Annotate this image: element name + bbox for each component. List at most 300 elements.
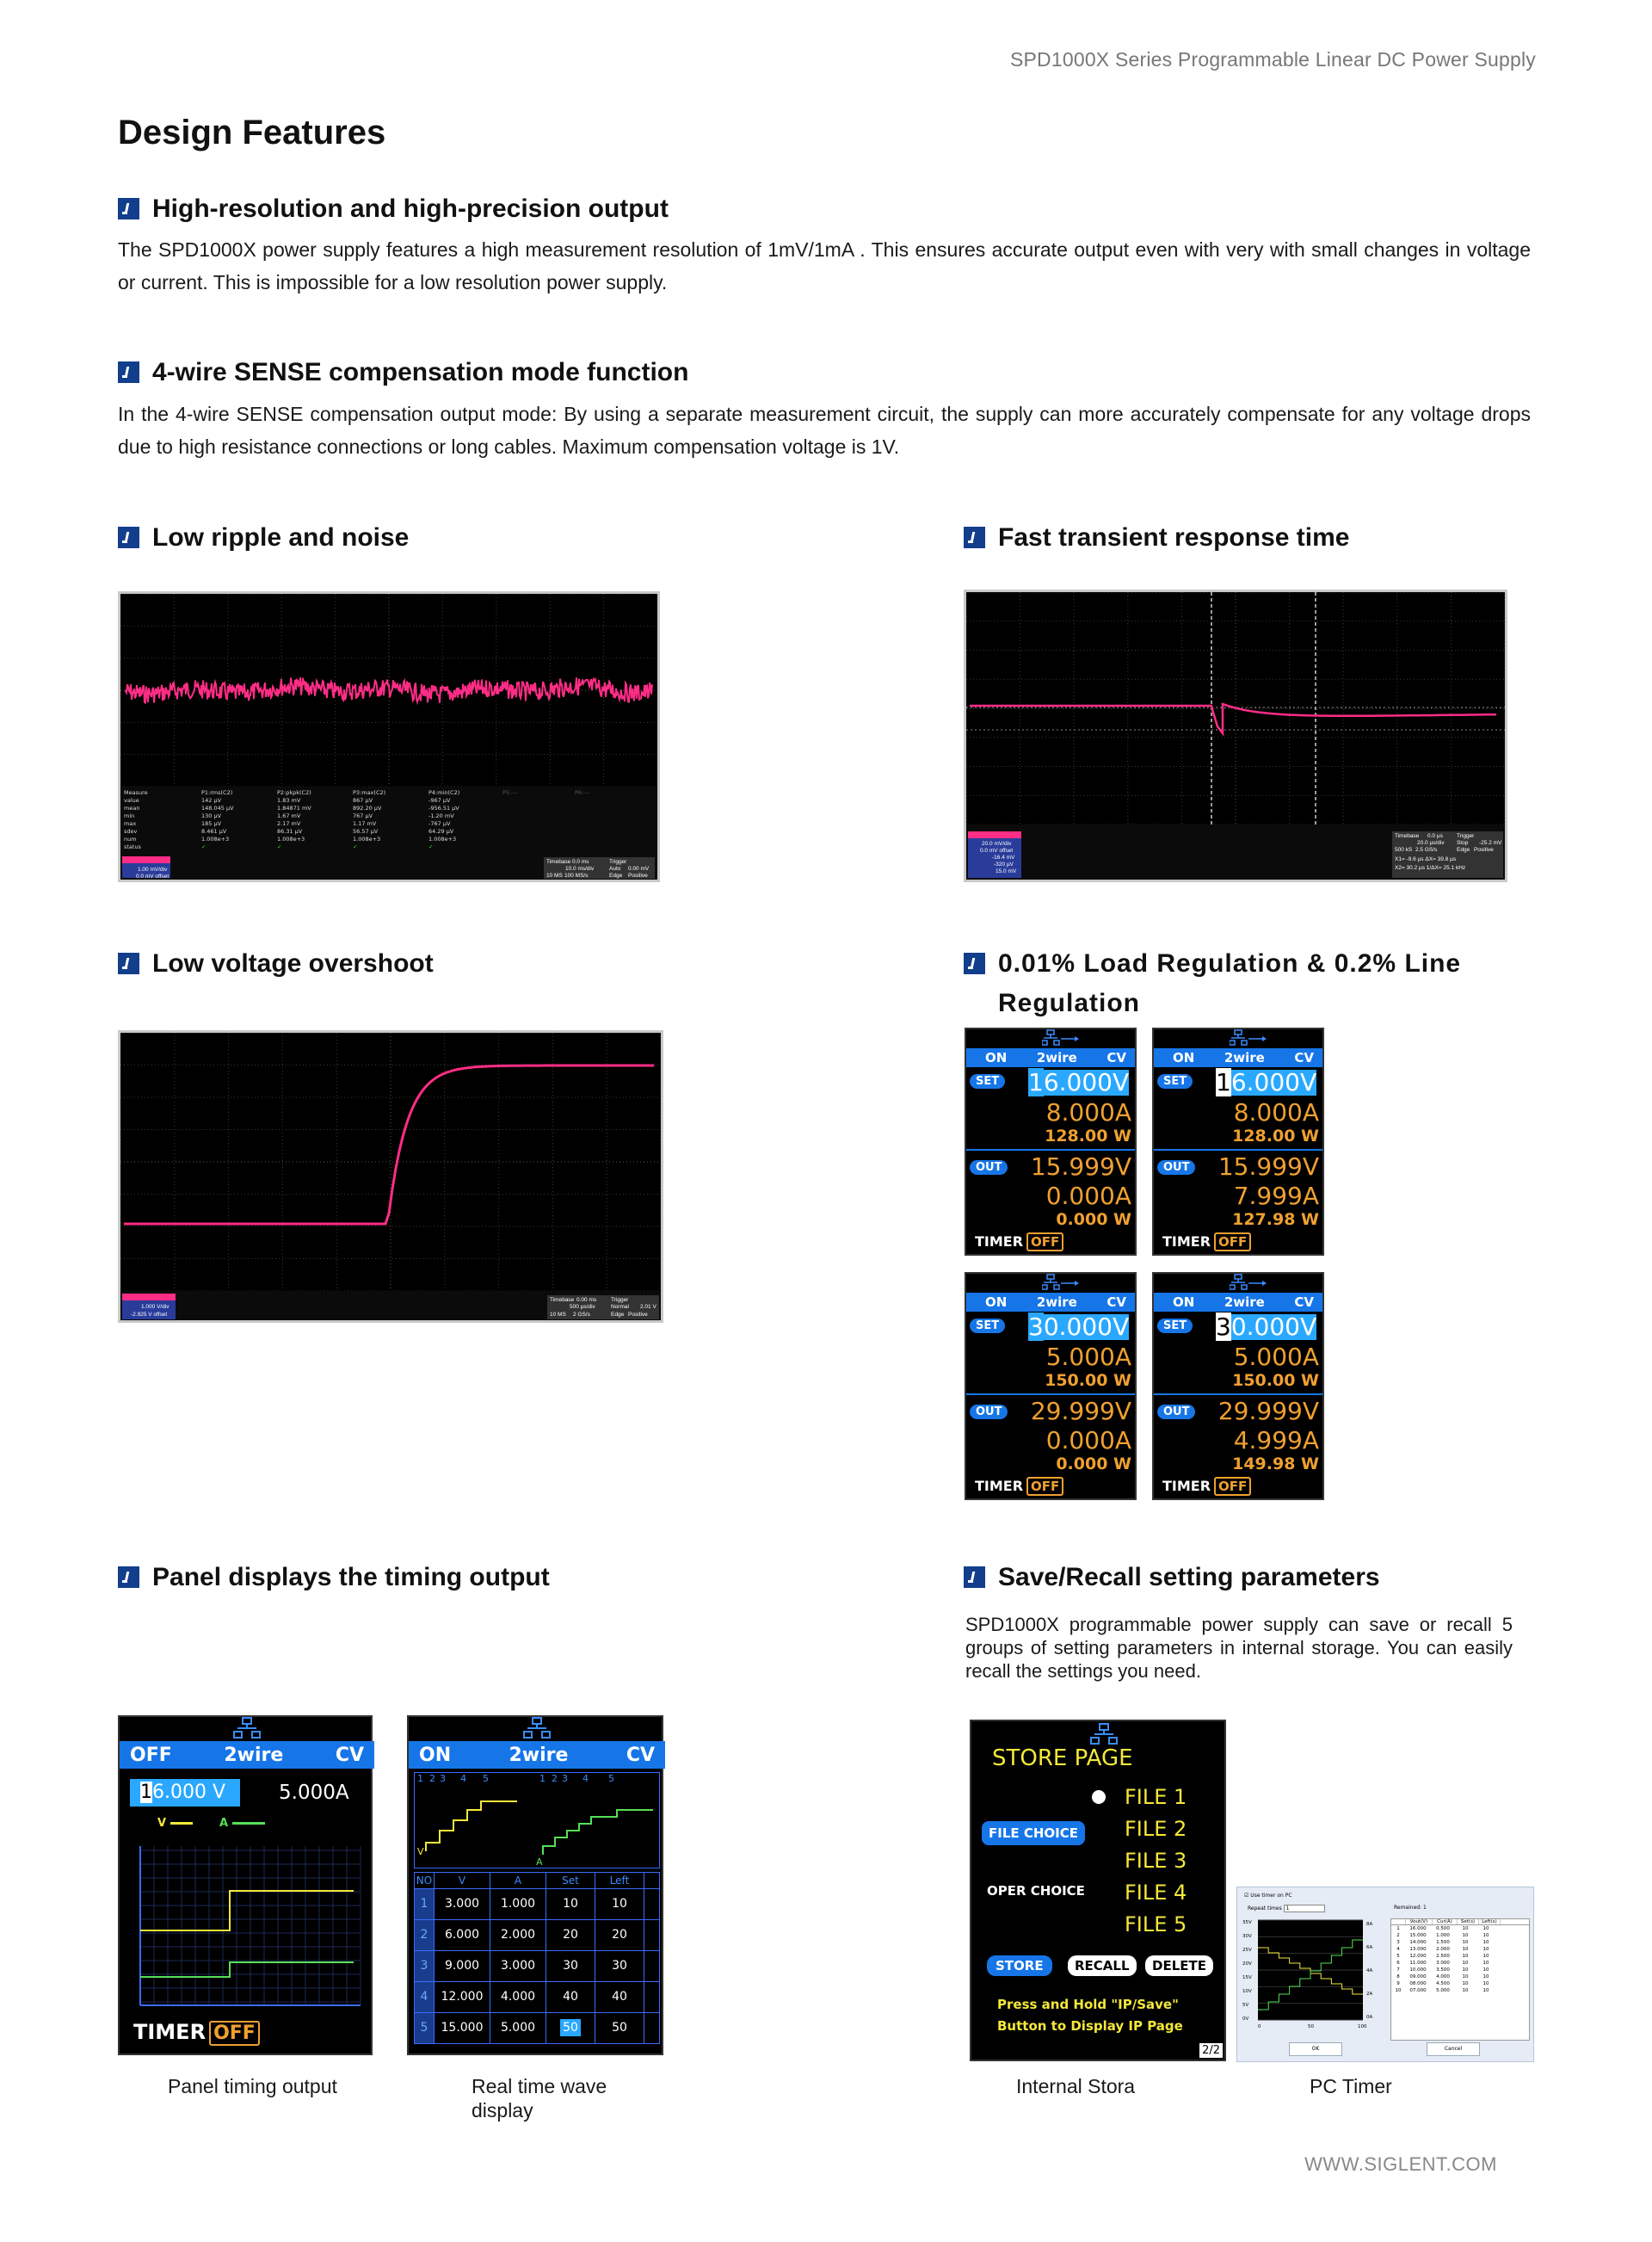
out-badge: OUT	[970, 1160, 1008, 1175]
timer-state: OFF	[1026, 1232, 1063, 1251]
scope-table-cell: 185 µV	[201, 820, 222, 827]
pc-y-tick: 35V	[1242, 1920, 1252, 1925]
section-bullet-icon	[964, 1566, 985, 1588]
overshoot-ch-scale: 1.000 V/div	[141, 1304, 170, 1310]
realtime-wave-display	[407, 1715, 663, 2055]
file-list	[1125, 1782, 1187, 1941]
network-usb-icon	[1042, 1274, 1080, 1293]
legend-current: A	[219, 1817, 265, 1830]
wire-mode: 2wire	[1036, 1050, 1077, 1065]
wave-tick-label: 3	[440, 1773, 446, 1784]
set-current: 8.000A	[1045, 1098, 1131, 1127]
table-cell: 10	[1482, 1947, 1489, 1952]
scope-table-cell: mean	[124, 805, 140, 812]
table-cell: 10	[1482, 1961, 1489, 1966]
table-cell: 11.000	[1409, 1961, 1427, 1966]
section-heading-transient	[964, 518, 1349, 558]
table-cell: 10	[1462, 1926, 1469, 1931]
scope-table-cell: 1.008e+3	[428, 836, 457, 843]
remained: Remained: 1	[1394, 1905, 1427, 1911]
set-voltage-rest: 0.000V	[1043, 1312, 1130, 1341]
set-voltage-rest: 6.000V	[1230, 1068, 1317, 1096]
set-current-value: 5.000A	[279, 1782, 349, 1804]
use-timer-checkbox[interactable]: ☑ Use timer on PC	[1244, 1893, 1292, 1899]
scope-table-cell: ✓	[428, 843, 434, 850]
ripple-trigger-level: 0.00 mV	[628, 866, 650, 872]
table-cell: 10	[1462, 1961, 1469, 1966]
scope-table-cell: 1.008e+3	[353, 836, 381, 843]
timer-label: TIMER	[133, 2020, 206, 2044]
scope-table-cell: max	[124, 820, 137, 827]
table-row[interactable]	[414, 2013, 660, 2044]
scope-table-cell: min	[124, 812, 135, 819]
table-cell: 40	[546, 1982, 595, 2012]
table-cell: 3.000	[490, 1951, 546, 1981]
table-cell: 10	[1462, 1974, 1469, 1980]
section-heading-timing	[118, 1558, 550, 1597]
wave-table-header: NO	[415, 1873, 435, 1888]
out-badge: OUT	[1157, 1405, 1195, 1419]
transient-timebase-rate: 500 kS	[1395, 847, 1413, 853]
file-slot[interactable]: FILE 3	[1125, 1849, 1187, 1873]
table-cell: 5	[415, 2013, 435, 2043]
timer-label: TIMER	[1162, 1478, 1211, 1494]
table-cell: 08.000	[1409, 1981, 1427, 1986]
timer-state: OFF	[1214, 1477, 1251, 1496]
out-voltage: 29.999V	[1030, 1397, 1131, 1425]
timer-indicator	[1162, 1233, 1251, 1250]
caption-panel-timing: Panel timing output	[168, 2075, 337, 2097]
wave-plot	[414, 1772, 660, 1868]
table-row[interactable]	[1391, 1973, 1529, 1980]
wave-tick-label: 2	[552, 1773, 558, 1784]
selected-cell[interactable]: 50	[560, 2019, 581, 2036]
set-badge: SET	[970, 1074, 1005, 1089]
scope-table-cell: ✓	[353, 843, 358, 850]
wire-mode: 2wire	[1224, 1294, 1265, 1310]
selected-file-dot	[1092, 1790, 1106, 1804]
out-badge: OUT	[970, 1405, 1008, 1419]
table-row[interactable]	[1391, 1967, 1529, 1973]
table-cell: 10	[1462, 1967, 1469, 1973]
regulation-lcd-panel	[1152, 1028, 1324, 1256]
table-cell	[546, 2013, 595, 2043]
caption-line1: Real time wave	[472, 2075, 607, 2097]
caption-internal-storage: Internal Stora	[1016, 2075, 1136, 2097]
pc-table-header: Cur(A)	[1433, 1919, 1458, 1924]
caption-line2: display	[472, 2099, 533, 2122]
file-slot[interactable]: FILE 5	[1125, 1912, 1187, 1936]
table-cell: 10	[1482, 1967, 1489, 1973]
table-row[interactable]	[414, 1889, 660, 1920]
overshoot-trigger-mode: Normal	[611, 1304, 629, 1310]
section-title-line2: Regulation	[998, 989, 1140, 1017]
section-bullet-icon	[118, 1566, 139, 1588]
file-choice-button[interactable]: FILE CHOICE	[982, 1821, 1085, 1845]
pc-table-header: Vout(V)	[1406, 1919, 1433, 1924]
set-voltage-rest: 0.000V	[1230, 1312, 1317, 1341]
overshoot-trace	[124, 1065, 654, 1224]
table-cell: 20	[546, 1920, 595, 1950]
repeat-times: Repeat times 1	[1248, 1905, 1325, 1912]
status-bar	[1154, 1048, 1322, 1067]
repeat-times-input[interactable]: 1	[1284, 1905, 1325, 1912]
scope-table-cell: 1.17 mV	[353, 820, 377, 827]
transient-m3: 15.0 mV	[996, 868, 1017, 874]
section-bullet-icon	[964, 953, 985, 974]
wave-tick-label: 1	[539, 1773, 546, 1784]
voltage-cursor-digit: 1	[1028, 1068, 1044, 1096]
section-heading-hires	[118, 189, 669, 229]
regulation-lcd-panel	[1152, 1272, 1324, 1500]
table-cell: 10	[1482, 1974, 1489, 1980]
scope-table-cell: 1.008e+3	[201, 836, 230, 843]
scope-table-cell: -967 µV	[428, 797, 451, 804]
set-power: 128.00 W	[1232, 1127, 1319, 1146]
section-title: Low voltage overshoot	[152, 949, 434, 978]
table-row[interactable]	[1391, 1953, 1529, 1960]
scope-table-cell: status	[124, 843, 141, 850]
table-cell: 1.000	[490, 1889, 546, 1919]
overshoot-scope-display	[120, 1033, 661, 1320]
scope-table-header: Measure	[124, 789, 148, 796]
table-cell: 1.500	[1436, 1940, 1450, 1945]
set-current: 8.000A	[1233, 1098, 1319, 1127]
document-header: SPD1000X Series Programmable Linear DC Power Supply	[1009, 48, 1536, 71]
table-row[interactable]	[1391, 1932, 1529, 1939]
table-cell: 10	[1482, 1940, 1489, 1945]
table-cell: 16.000	[1409, 1926, 1427, 1931]
table-row[interactable]	[1391, 1946, 1529, 1953]
ripple-trigger-label: Trigger	[609, 859, 627, 865]
table-cell: 2.000	[490, 1920, 546, 1950]
file-slot[interactable]: FILE 2	[1125, 1817, 1187, 1841]
section-body-save: SPD1000X programmable power supply can save or recall 5 groups of setting parameters in internal storage. You can easily recall the settings you need.	[965, 1614, 1513, 1682]
section-title: Panel displays the timing output	[152, 1563, 550, 1591]
set-voltage-field[interactable]	[1216, 1314, 1316, 1340]
transient-timebase-value: 0.0 µs	[1427, 833, 1443, 839]
table-cell: 10	[1462, 1988, 1469, 1993]
set-badge: SET	[1157, 1319, 1193, 1333]
table-cell: 4	[1396, 1947, 1400, 1952]
section-heading-regulation	[964, 944, 1461, 1023]
cv-mode: CV	[626, 1744, 655, 1766]
network-icon	[1090, 1723, 1118, 1745]
timer-indicator	[133, 2020, 260, 2044]
table-cell: 6	[1396, 1961, 1400, 1966]
pc-y-tick: 5V	[1242, 2003, 1249, 2008]
table-cell: 8	[1396, 1974, 1400, 1980]
scope-table-cell: 1.83 mV	[277, 797, 301, 804]
caption-realtime-wave	[472, 2074, 644, 2122]
table-row[interactable]	[1391, 1939, 1529, 1946]
output-state: OFF	[130, 1744, 172, 1766]
wave-axis-a: A	[536, 1856, 543, 1868]
section-bullet-icon	[964, 527, 985, 548]
table-cell: 3.000	[435, 1889, 490, 1919]
pc-r-tick: 2A	[1366, 1992, 1373, 1997]
cv-mode: CV	[1294, 1050, 1314, 1065]
voltage-cursor-digit: 1	[140, 1782, 152, 1803]
scope-table-cell: 56.57 µV	[353, 828, 379, 835]
section-heading-overshoot	[118, 944, 434, 984]
table-cell: 10	[1482, 1981, 1489, 1986]
table-row[interactable]	[1391, 1960, 1529, 1967]
transient-ch-scale: 20.0 mV/div	[982, 841, 1012, 847]
set-power: 128.00 W	[1045, 1127, 1131, 1146]
wave-tick-label: 5	[608, 1773, 614, 1784]
scope-table-header: P6:---	[575, 789, 590, 796]
scope-table-header: P4:min(C2)	[428, 789, 460, 796]
ripple-ch-scale: 1.00 mV/div	[138, 867, 168, 873]
file-slot[interactable]: FILE 1	[1125, 1785, 1187, 1809]
wave-axis-v: V	[417, 1846, 424, 1857]
table-cell: 1.000	[1436, 1933, 1450, 1938]
set-current: 5.000A	[1045, 1343, 1131, 1371]
ripple-timebase-div: 10.0 ms/div	[565, 866, 595, 872]
table-cell: 5.000	[1436, 1988, 1450, 1993]
set-power: 150.00 W	[1232, 1371, 1319, 1390]
table-cell: 10	[1395, 1988, 1402, 1993]
ok-button[interactable]: OK	[1289, 2042, 1342, 2056]
table-cell: 09.000	[1409, 1974, 1427, 1980]
table-cell: 10	[1482, 1954, 1489, 1959]
ripple-timebase-label: Timebase	[546, 859, 571, 865]
file-slot[interactable]: FILE 4	[1125, 1881, 1187, 1905]
set-voltage-field[interactable]	[1028, 1070, 1129, 1096]
ripple-trigger-type: Edge	[609, 873, 623, 879]
table-cell: 9	[1396, 1981, 1400, 1986]
section-bullet-icon	[118, 361, 139, 383]
scope-table-cell: ✓	[201, 843, 206, 850]
out-current: 0.000A	[1045, 1426, 1131, 1455]
table-cell: 15.000	[435, 2013, 490, 2043]
table-cell: 3	[415, 1951, 435, 1981]
table-row[interactable]	[414, 1982, 660, 2013]
transient-trigger-level: -25.2 mV	[1479, 840, 1502, 846]
transient-cursor2: X2= 30.2 µs 1/ΔX= 25.1 kHz	[1395, 865, 1466, 871]
page-title: Design Features	[118, 114, 386, 151]
section-title: Save/Recall setting parameters	[998, 1563, 1380, 1591]
wire-mode: 2wire	[1036, 1294, 1077, 1310]
table-cell: 1	[1396, 1926, 1400, 1931]
scope-table-header: P5:---	[502, 789, 518, 796]
pc-y-tick: 30V	[1242, 1934, 1252, 1939]
section-title-line1: 0.01% Load Regulation & 0.2% Line	[998, 949, 1462, 978]
status-bar	[120, 1741, 374, 1769]
divider	[966, 1149, 1135, 1151]
wave-tick-label: 3	[562, 1773, 568, 1784]
table-row[interactable]	[1391, 1980, 1529, 1987]
transient-timebase-rate2: 2.5 GS/s	[1415, 847, 1438, 853]
section-title: High-resolution and high-precision output	[152, 195, 669, 223]
table-row[interactable]	[414, 1951, 660, 1982]
overshoot-timebase-div: 500 µs/div	[570, 1304, 595, 1310]
table-cell: 10	[1482, 1988, 1489, 1993]
transient-scope-display	[966, 592, 1505, 880]
table-row[interactable]	[1391, 1987, 1529, 1994]
set-voltage-field[interactable]	[1216, 1070, 1316, 1096]
set-badge: SET	[970, 1319, 1005, 1333]
network-icon	[233, 1717, 261, 1739]
store-page-title: STORE PAGE	[992, 1745, 1133, 1771]
pc-r-tick: 6A	[1366, 1945, 1373, 1950]
scope-table-cell: value	[124, 797, 139, 804]
table-row[interactable]	[414, 1920, 660, 1951]
table-cell: 1	[415, 1889, 435, 1919]
table-cell: 20	[595, 1920, 644, 1950]
pc-r-tick: 4A	[1366, 1968, 1373, 1973]
scope-table-cell: 86.31 µV	[277, 828, 303, 835]
overshoot-trigger-type: Edge	[611, 1312, 625, 1318]
transient-trigger-label: Trigger	[1457, 833, 1475, 839]
wave-table-header: A	[490, 1873, 546, 1888]
oper-choice-label: OPER CHOICE	[987, 1883, 1085, 1899]
table-cell: 50	[595, 2013, 644, 2043]
set-voltage-field[interactable]	[130, 1779, 240, 1807]
transient-scope-screenshot	[964, 590, 1507, 882]
table-cell: 10	[1462, 1933, 1469, 1938]
timer-label: TIMER	[1162, 1233, 1211, 1250]
section-title: 4-wire SENSE compensation mode function	[152, 358, 689, 386]
legend-voltage: V	[157, 1817, 193, 1830]
table-cell: 10	[546, 1889, 595, 1919]
pc-y-tick: 25V	[1242, 1948, 1252, 1953]
table-cell: 13.000	[1409, 1947, 1427, 1952]
ripple-trace	[126, 677, 652, 703]
pc-timer-table	[1390, 1918, 1530, 2041]
table-cell: 10	[1482, 1926, 1489, 1931]
scope-table-header: P2:pkpk(C2)	[277, 789, 311, 796]
network-usb-icon	[1042, 1029, 1080, 1048]
regulation-lcd-panel	[965, 1272, 1137, 1500]
wire-mode: 2wire	[1224, 1050, 1265, 1065]
scope-table-cell: 8.461 µV	[201, 828, 227, 835]
table-cell: 14.000	[1409, 1940, 1427, 1945]
recall-button[interactable]: RECALL	[1068, 1955, 1137, 1976]
regulation-lcd-panel	[965, 1028, 1137, 1256]
overshoot-timebase-rate2: 2 GS/s	[573, 1312, 590, 1318]
wire-mode: 2wire	[224, 1744, 284, 1766]
out-badge: OUT	[1157, 1160, 1195, 1175]
section-title: Fast transient response time	[998, 523, 1350, 552]
overshoot-scope-screenshot	[118, 1030, 663, 1323]
table-cell: 10	[1462, 1981, 1469, 1986]
store-hint-line1: Press and Hold "IP/Save"	[997, 1997, 1179, 2012]
table-cell: 4.000	[1436, 1974, 1450, 1980]
transient-m2: -320 µV	[994, 862, 1014, 868]
scope-table-cell: num	[124, 836, 137, 843]
table-cell: 10	[595, 1889, 644, 1919]
table-cell: 10.000	[1409, 1967, 1427, 1973]
wave-table-header: Left	[595, 1873, 644, 1888]
table-cell: 4	[415, 1982, 435, 2012]
timer-state: OFF	[1214, 1232, 1251, 1251]
set-badge: SET	[1157, 1074, 1193, 1089]
scope-table-cell: 867 µV	[353, 797, 373, 804]
cv-mode: CV	[335, 1744, 364, 1766]
out-voltage: 15.999V	[1030, 1152, 1131, 1181]
output-state: ON	[419, 1744, 452, 1766]
overshoot-trigger-level: 2.01 V	[640, 1304, 656, 1310]
scope-table-header: P3:max(C2)	[353, 789, 386, 796]
divider	[1154, 1149, 1322, 1151]
output-state: ON	[985, 1050, 1008, 1065]
transient-timebase-div: 20.0 µs/div	[1417, 840, 1445, 846]
network-usb-icon	[1230, 1274, 1267, 1293]
pc-x-tick: 50	[1308, 2024, 1314, 2029]
overshoot-trigger-slope: Positive	[628, 1312, 648, 1318]
table-cell: 30	[546, 1951, 595, 1981]
voltage-cursor-digit: 3	[1028, 1312, 1044, 1341]
pc-table-header: Left(s)	[1479, 1919, 1501, 1924]
timer-state: OFF	[1026, 1477, 1063, 1496]
store-page-display	[970, 1720, 1226, 2061]
section-bullet-icon	[118, 198, 139, 219]
timer-indicator	[975, 1233, 1063, 1250]
scope-table-cell: sdev	[124, 828, 138, 835]
scope-table-cell: 1.67 mV	[277, 812, 301, 819]
ripple-timebase-rate2: 100 MS/s	[564, 873, 589, 879]
out-current: 0.000A	[1045, 1182, 1131, 1210]
set-voltage-field[interactable]	[1028, 1314, 1129, 1340]
cv-mode: CV	[1106, 1050, 1126, 1065]
table-cell: 10	[1462, 1940, 1469, 1945]
ripple-trigger-mode: Auto	[609, 866, 621, 872]
scope-table-cell: ✓	[277, 843, 282, 850]
table-cell: 4.000	[490, 1982, 546, 2012]
cancel-button[interactable]: Cancel	[1427, 2042, 1480, 2056]
scope-table-cell: 130 µV	[201, 812, 222, 819]
ripple-ch-offset: 0.0 mV offset	[136, 874, 170, 880]
delete-button[interactable]: DELETE	[1145, 1955, 1213, 1976]
table-cell: 12.000	[435, 1982, 490, 2012]
out-power: 127.98 W	[1232, 1210, 1319, 1229]
network-usb-icon	[1230, 1029, 1267, 1048]
table-cell: 2.500	[1436, 1954, 1450, 1959]
wire-mode: 2wire	[509, 1744, 569, 1766]
transient-m1: -16.4 mV	[992, 855, 1015, 861]
output-state: ON	[985, 1294, 1008, 1310]
scope-table-cell: 1.84871 mV	[277, 805, 311, 812]
set-power: 150.00 W	[1045, 1371, 1131, 1390]
pc-y-tick: 0V	[1242, 2017, 1249, 2022]
pc-r-tick: 8A	[1366, 1922, 1373, 1927]
scope-table-header: P1:rms(C2)	[201, 789, 233, 796]
transient-trigger-type: Edge	[1457, 847, 1470, 853]
timer-label: TIMER	[975, 1478, 1024, 1494]
scope-table-cell: 1.008e+3	[277, 836, 305, 843]
timer-state: OFF	[209, 2021, 260, 2046]
timer-indicator	[1162, 1478, 1251, 1494]
set-current: 5.000A	[1233, 1343, 1319, 1371]
table-cell: 2	[415, 1920, 435, 1950]
section-heading-ripple	[118, 518, 409, 558]
table-row[interactable]	[1391, 1925, 1529, 1932]
table-cell: 9.000	[435, 1951, 490, 1981]
cv-mode: CV	[1294, 1294, 1314, 1310]
table-cell: 6.000	[435, 1920, 490, 1950]
overshoot-timebase-label: Timebase	[550, 1297, 575, 1303]
divider	[1154, 1393, 1322, 1395]
transient-trigger-slope: Positive	[1474, 847, 1494, 853]
wave-table-header: Set	[546, 1873, 595, 1888]
set-voltage-rest: 6.000V	[1043, 1068, 1130, 1096]
table-cell: 15.000	[1409, 1933, 1427, 1938]
pc-timer-chart	[1241, 1913, 1384, 2034]
wave-tick-label: 5	[483, 1773, 489, 1784]
store-button[interactable]: STORE	[987, 1955, 1052, 1976]
